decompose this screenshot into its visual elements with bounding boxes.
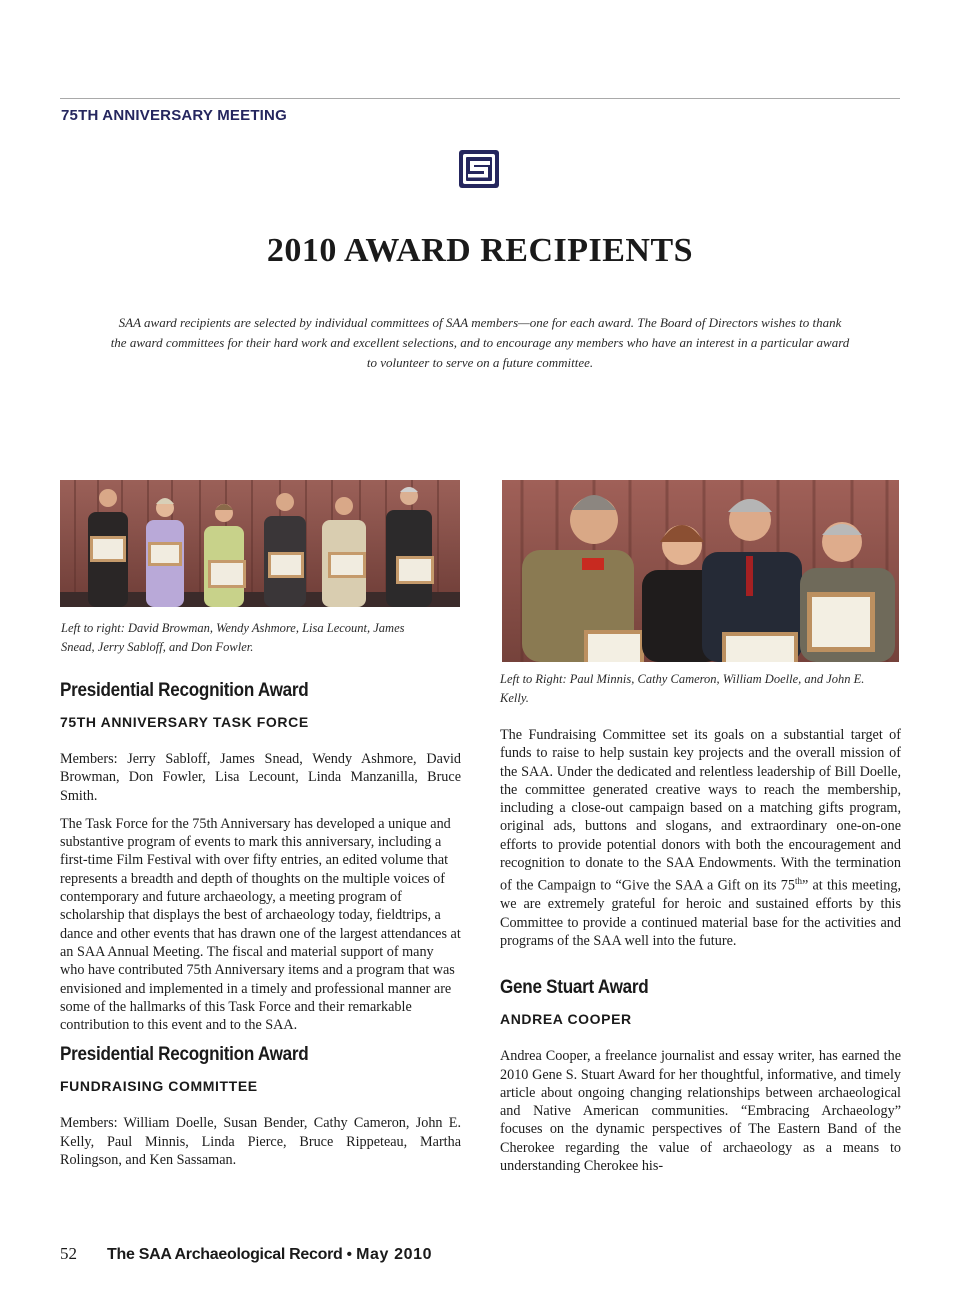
award-title: Presidential Recognition Award xyxy=(60,1044,309,1066)
caption-line: Left to Right: Paul Minnis, Cathy Cameron, William Doelle, and John E. xyxy=(500,672,865,686)
fundraising-body xyxy=(500,726,901,950)
award-members: Members: Jerry Sabloff, James Snead, Wendy Ashmore, David Browman, Don Fowler, Lisa Lecount, Linda Manzanilla, Bruce Smith. xyxy=(60,751,461,804)
caption-line: Kelly. xyxy=(500,691,529,705)
award-body: The Task Force for the 75th Anniversary has developed a unique and substantive program of events to mark this anniversary, including a first-time Film Festival with over fifty entries, an edited volume that represents a breadth and depth of thoughts on the multiple voices of contemporary and future archaeology, a meeting program of scholarship that displays the best of archaeology today, fieldtrips, a dance and other events that has drawn one of the largest attendances at an SAA Annual Meeting. The fiscal and material support of many who have contributed 75th Anniversary items and a program that was envisioned and implemented in a timely and professional manner are some of the hallmarks of this Task Force and their remarkable contribution to this event and to the SAA. xyxy=(60,815,461,1034)
right-column xyxy=(500,726,901,1175)
superscript-th: th xyxy=(794,876,802,887)
publication-name: The SAA Archaeological Record xyxy=(107,1246,343,1263)
award-title: Gene Stuart Award xyxy=(500,977,649,999)
award-body: Andrea Cooper, a freelance journalist and essay writer, has earned the 2010 Gene S. Stuart Award for her thoughtful, informative, and timely article about ongoing changing relationships between archaeological and Native American communities. “Embracing Archaeology” focuses on the dynamic perspectives of The Eastern Band of the Cherokee regarding the value of archaeology as a means to understanding Cherokee his- xyxy=(500,1048,901,1175)
section-header: 75TH ANNIVERSARY MEETING xyxy=(61,107,287,124)
caption-line: Snead, Jerry Sabloff, and Don Fowler. xyxy=(61,640,254,654)
issue-date: May 2010 xyxy=(356,1246,433,1263)
intro-line: the award committees for their hard work and excellent selections, and to encourage any members who have an interest in a particular award xyxy=(110,335,850,350)
footer-bullet: • xyxy=(346,1246,353,1263)
fundraising-body-text: ” at this meeting, we are extremely grateful for heroic and sustained efforts by this Committee to provide a continued material base for the activities and programs of the SAA well into the future. xyxy=(500,878,901,949)
group-photo-fundraising xyxy=(502,480,899,662)
page-title: 2010 AWARD RECIPIENTS xyxy=(266,232,694,269)
photo-caption-right xyxy=(500,670,898,708)
group-photo-task-force xyxy=(60,480,460,607)
page-footer xyxy=(60,1244,432,1264)
left-column xyxy=(60,680,461,1169)
award-subtitle: FUNDRAISING COMMITTEE xyxy=(60,1078,258,1095)
top-rule xyxy=(60,98,900,99)
page-number: 52 xyxy=(60,1244,77,1263)
saa-logo-icon xyxy=(459,150,499,188)
intro-line: to volunteer to serve on a future committee. xyxy=(366,355,594,370)
award-subtitle: ANDREA COOPER xyxy=(500,1011,632,1028)
intro-line: SAA award recipients are selected by individual committees of SAA members—one for each award. The Board of Directors wishes to thank xyxy=(118,315,842,330)
intro-paragraph xyxy=(100,313,860,373)
fundraising-body-text: The Fundraising Committee set its goals on a substantial target of funds to raise to help sustain key projects and the overall mission of the SAA. Under the dedicated and relentless leadership of Bill Doelle, the committee generated creative ways to reach the membership, including a close-out campaign based on a matching gifts program, original ads, buttons and slogans, and extraordinary one-on-one efforts to provide potential donors with both the encouragement and recognition to donate to the SAA Endowments. With the termination of the Campaign to “Give the SAA a Gift on its 75 xyxy=(500,727,901,895)
award-title: Presidential Recognition Award xyxy=(60,680,309,701)
award-members: Members: William Doelle, Susan Bender, Cathy Cameron, John E. Kelly, Paul Minnis, Linda Pierce, Bruce Rippeteau, Martha Rolingson, and Ken Sassaman. xyxy=(60,1115,461,1169)
award-subtitle: 75TH ANNIVERSARY TASK FORCE xyxy=(60,714,309,730)
caption-line: Left to right: David Browman, Wendy Ashmore, Lisa Lecount, James xyxy=(61,621,405,635)
photo-caption-left xyxy=(61,619,441,657)
